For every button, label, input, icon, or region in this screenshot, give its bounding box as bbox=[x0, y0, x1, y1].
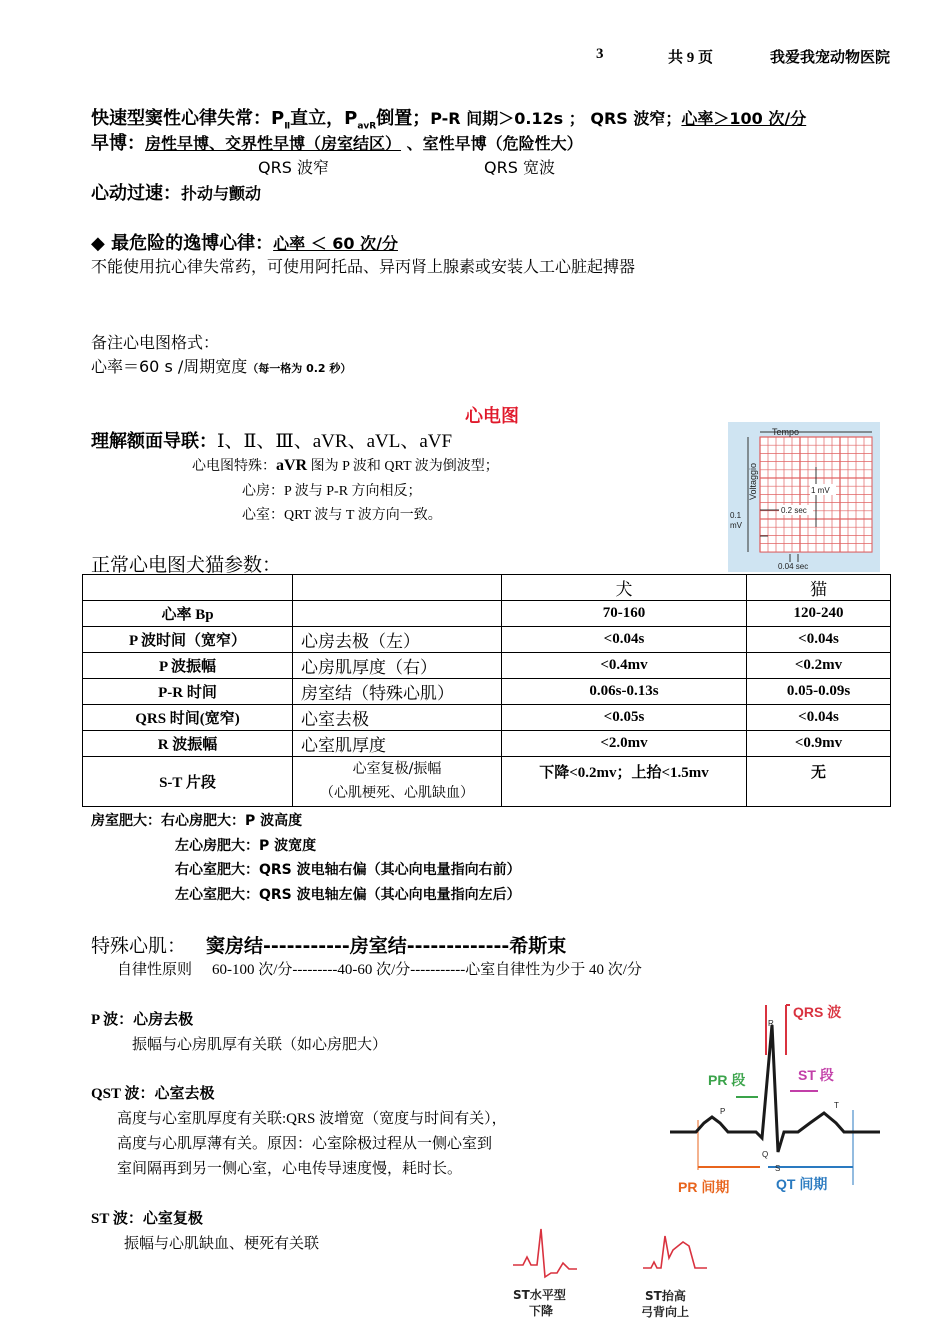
grid-01: 0.1 bbox=[730, 511, 742, 520]
normal-title: 正常心电图犬猫参数： bbox=[91, 554, 282, 576]
table-cell: 无 bbox=[747, 756, 891, 806]
label-t: T bbox=[834, 1101, 839, 1110]
premature-text: 房性早博、交界性早博（房室结区） bbox=[145, 134, 402, 153]
header-org: 我爱我宠动物医院 bbox=[770, 50, 891, 66]
table-cell: <0.9mv bbox=[747, 730, 891, 756]
st-c2a: 心室复极/振幅 bbox=[352, 761, 442, 777]
label-p: P bbox=[720, 1107, 726, 1116]
st-elevation-figure bbox=[635, 1232, 715, 1322]
table-cell: <0.04s bbox=[502, 626, 747, 652]
table-cell: 心房肌厚度（右） bbox=[293, 652, 502, 678]
hypertrophy-item: 左心室肥大：QRS 波电轴左偏（其心向电量指向左后） bbox=[175, 887, 521, 903]
premature-line bbox=[91, 129, 583, 155]
hypertrophy-line0 bbox=[91, 810, 302, 830]
st-elevation-l2: 弓背向上 bbox=[641, 1305, 690, 1319]
pwave-text: 振幅与心房肌厚有关联（如心房肥大） bbox=[132, 1037, 388, 1053]
table-row bbox=[83, 678, 891, 704]
label-pr-int: PR 间期 bbox=[678, 1179, 730, 1195]
table-header-dog: 犬 bbox=[502, 575, 747, 601]
table-header-cat: 猫 bbox=[747, 575, 891, 601]
leads-line1-pre: 心电图特殊： bbox=[192, 459, 276, 474]
label-qrs: QRS 波 bbox=[793, 1004, 842, 1020]
ecg-grid-figure bbox=[728, 422, 880, 572]
tachy-line bbox=[91, 104, 806, 132]
over-label: 心动过速： bbox=[91, 183, 181, 204]
table-cell: <2.0mv bbox=[502, 730, 747, 756]
st-text: 振幅与心肌缺血、梗死有关联 bbox=[124, 1236, 320, 1252]
table-cell: 心室肌厚度 bbox=[293, 730, 502, 756]
pavr-pre: P bbox=[344, 108, 358, 129]
table-cell: 0.05-0.09s bbox=[747, 678, 891, 704]
pwave-title: P 波：心房去极 bbox=[91, 1012, 194, 1028]
table-header-row bbox=[83, 575, 891, 601]
ecg-trace bbox=[670, 1025, 880, 1152]
table-cell: 心率 Bp bbox=[83, 601, 293, 627]
pavr-post: 倒置； bbox=[376, 108, 431, 129]
table-row bbox=[83, 626, 891, 652]
label-q: Q bbox=[762, 1150, 769, 1159]
grid-02sec: 0.2 sec bbox=[781, 506, 807, 515]
table-cell bbox=[293, 756, 502, 806]
over-line bbox=[91, 179, 261, 205]
table-cell: 0.06s-0.13s bbox=[502, 678, 747, 704]
qst-line3: 室间隔再到另一侧心室，心电传导速度慢，耗时长。 bbox=[117, 1161, 463, 1177]
table-cell: P 波振幅 bbox=[83, 652, 293, 678]
auto-text: 60-100 次/分---------40-60 次/分-----------心室自律性为少于 40 次/分 bbox=[212, 962, 642, 978]
remark-formula-line bbox=[91, 354, 351, 377]
diamond-icon: ◆ bbox=[91, 233, 105, 254]
table-cell: <0.04s bbox=[747, 704, 891, 730]
table-cell: 70-160 bbox=[502, 601, 747, 627]
tachy-label: 快速型窦性心律失常： bbox=[91, 108, 271, 129]
special-chain: 窦房结-----------房室结-------------希斯束 bbox=[206, 935, 567, 957]
st-depression-trace bbox=[513, 1229, 577, 1277]
ecg-wave-figure bbox=[668, 995, 883, 1205]
table-cell: <0.4mv bbox=[502, 652, 747, 678]
table-row bbox=[83, 704, 891, 730]
tachy-rate: 心率＞100 次/分 bbox=[681, 109, 807, 128]
table-cell: <0.2mv bbox=[747, 652, 891, 678]
label-s: S bbox=[775, 1164, 781, 1173]
danger-note: 不能使用抗心律失常药，可使用阿托品、异丙肾上腺素或安装人工心脏起搏器 bbox=[91, 257, 636, 276]
qrs-narrow: QRS 波窄； bbox=[584, 109, 682, 128]
pavr-sub: avR bbox=[357, 121, 377, 132]
over-text: 扑动与颤动 bbox=[181, 184, 262, 203]
table-cell: P 波时间（宽窄） bbox=[83, 626, 293, 652]
st-depression-figure bbox=[505, 1225, 585, 1320]
auto-label: 自律性原则 bbox=[117, 962, 193, 978]
hypertrophy-item: 右心室肥大：QRS 波电轴右偏（其心向电量指向右前） bbox=[175, 862, 521, 878]
hypertrophy-label: 房室肥大： bbox=[91, 813, 161, 829]
table-cell: QRS 时间(宽窄) bbox=[83, 704, 293, 730]
special-line bbox=[91, 931, 566, 958]
ecg-title: 心电图 bbox=[465, 406, 519, 427]
qst-line2: 高度与心肌厚薄有关。原因：心室除极过程从一侧心室到 bbox=[117, 1136, 493, 1152]
table-header-cell bbox=[83, 575, 293, 601]
special-label: 特殊心肌： bbox=[91, 935, 187, 957]
table-cell: 房室结（特殊心肌） bbox=[293, 678, 502, 704]
qst-title: QST 波：心室去极 bbox=[91, 1086, 215, 1102]
p2-post: 直立， bbox=[290, 108, 345, 129]
leads-line1-post: 图为 P 波和 QRT 波为倒波型； bbox=[307, 459, 499, 474]
grid-voltaggio: Voltaggio bbox=[748, 462, 758, 500]
p2-sub: Ⅱ bbox=[284, 121, 291, 132]
premature-sub2: QRS 宽波 bbox=[484, 158, 555, 177]
danger-rate: 心率 ＜ 60 次/分 bbox=[273, 234, 398, 253]
st-depression-l2: 下降 bbox=[529, 1304, 554, 1318]
grid-mv: mV bbox=[730, 521, 742, 530]
leads-list: Ⅰ、Ⅱ、Ⅲ、aVR、aVL、aVF bbox=[217, 431, 453, 452]
st-elevation-l1: ST抬高 bbox=[645, 1289, 686, 1303]
table-cell: R 波振幅 bbox=[83, 730, 293, 756]
premature-ventricular: 室性早博（危险性大） bbox=[422, 134, 583, 153]
table-row bbox=[83, 652, 891, 678]
premature-sep: 、 bbox=[401, 134, 423, 153]
danger-line bbox=[91, 229, 398, 255]
table-row bbox=[83, 730, 891, 756]
table-cell: <0.04s bbox=[747, 626, 891, 652]
grid-tempo: Tempo bbox=[772, 427, 800, 437]
st-depression-l1: ST水平型 bbox=[513, 1288, 566, 1302]
hypertrophy-item: 左心房肥大：P 波宽度 bbox=[175, 838, 317, 854]
table-row-st bbox=[83, 756, 891, 806]
table-cell: 下降<0.2mv；上抬<1.5mv bbox=[502, 756, 747, 806]
label-r: R bbox=[768, 1019, 774, 1028]
hypertrophy-item: 右心房肥大：P 波高度 bbox=[161, 813, 303, 829]
leads-line1 bbox=[192, 455, 499, 475]
remark-formula: 心率＝60 s /周期宽度 bbox=[91, 357, 248, 376]
st-c2b: （心肌梗死、心肌缺血） bbox=[320, 785, 474, 801]
remark-formula-note: （每一格为 0.2 秒） bbox=[247, 362, 352, 375]
table-cell bbox=[293, 601, 502, 627]
table-cell: 心房去极（左） bbox=[293, 626, 502, 652]
table-header-cell bbox=[293, 575, 502, 601]
table-row bbox=[83, 601, 891, 627]
qst-line1: 高度与心室肌厚度有关联:QRS 波增宽（宽度与时间有关）， bbox=[117, 1111, 507, 1127]
table-cell: 心室去极 bbox=[293, 704, 502, 730]
st-elevation-trace bbox=[643, 1236, 707, 1268]
label-st-seg: ST 段 bbox=[798, 1067, 834, 1083]
table-cell: 120-240 bbox=[747, 601, 891, 627]
remark-title: 备注心电图格式： bbox=[91, 333, 220, 352]
table-cell: <0.05s bbox=[502, 704, 747, 730]
total-pages: 共 9 页 bbox=[668, 50, 714, 66]
auto-line bbox=[117, 958, 642, 979]
label-pr-seg: PR 段 bbox=[708, 1072, 746, 1088]
grid-1mv: 1 mV bbox=[811, 486, 830, 495]
p2-pre: P bbox=[271, 108, 285, 129]
table-cell: P-R 时间 bbox=[83, 678, 293, 704]
pr-interval: P-R 间期＞0.12s ； bbox=[430, 109, 585, 128]
leads-line3: 心室：QRT 波与 T 波方向一致。 bbox=[242, 508, 442, 523]
leads-line1-bold: aVR bbox=[276, 457, 308, 474]
danger-label: 最危险的逸博心律： bbox=[104, 233, 274, 254]
page-number: 3 bbox=[596, 46, 604, 62]
leads-line bbox=[91, 426, 452, 453]
st-title: ST 波：心室复极 bbox=[91, 1211, 203, 1227]
premature-label: 早博： bbox=[91, 133, 145, 154]
grid-004sec: 0.04 sec bbox=[778, 562, 809, 571]
leads-line2: 心房：P 波与 P-R 方向相反； bbox=[242, 484, 422, 499]
label-qt-int: QT 间期 bbox=[776, 1176, 828, 1192]
premature-sub1: QRS 波窄 bbox=[258, 158, 329, 177]
table-cell: S-T 片段 bbox=[83, 756, 293, 806]
param-table bbox=[82, 574, 891, 807]
leads-label: 理解额面导联： bbox=[91, 431, 217, 452]
